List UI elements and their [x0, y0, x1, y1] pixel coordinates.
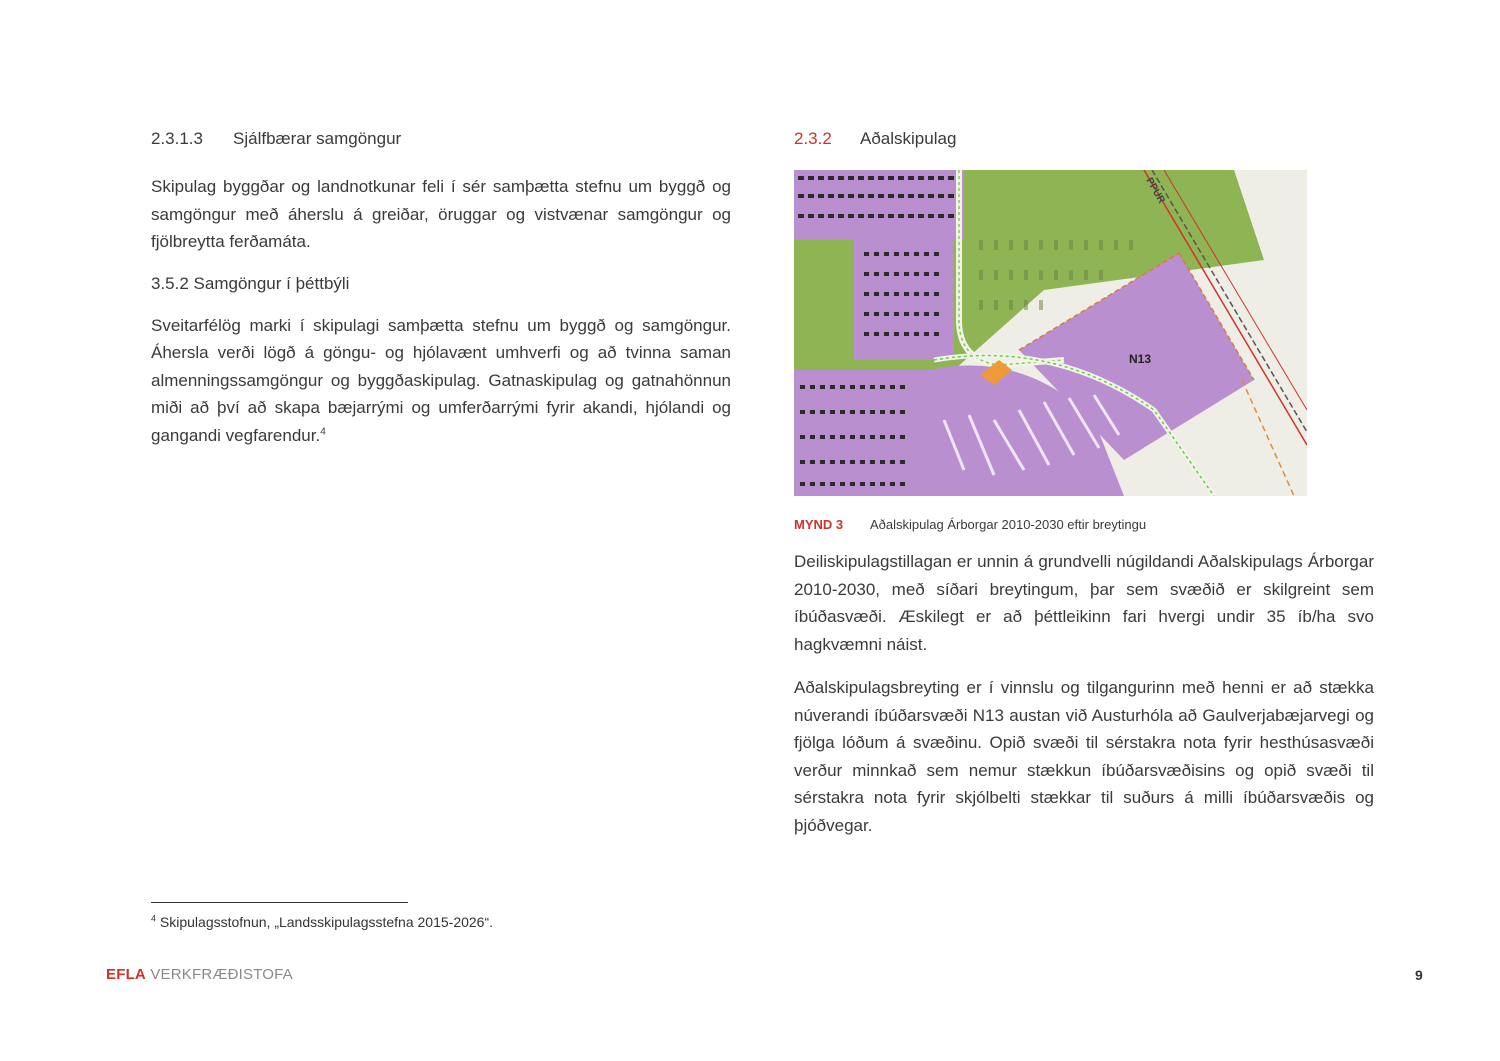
section-heading	[794, 127, 1374, 151]
caption-text: Aðalskipulag Árborgar 2010-2030 eftir breytingu	[870, 517, 1147, 532]
map-zone-label: N13	[1129, 352, 1152, 366]
map-road-label: PPUR	[1143, 176, 1167, 206]
zoning-map-image	[794, 170, 1307, 496]
section-number: 2.3.1.3	[151, 129, 203, 148]
paragraph: Skipulag byggðar og landnotkunar feli í sér samþætta stefnu um byggð og samgöngur með áherslu á greiðar, öruggar og vistvænar samgöngur og fjölbreytta ferðamáta.	[151, 177, 731, 251]
footnote-divider	[151, 902, 408, 903]
left-column	[151, 127, 731, 465]
footnote-number: 4	[151, 913, 157, 924]
footnote-ref[interactable]: 4	[320, 425, 326, 437]
brand-suffix: VERKFRÆÐISTOFA	[150, 966, 293, 983]
brand-logo	[106, 966, 293, 983]
caption-label: MYND 3	[794, 517, 844, 532]
footnote-text: Skipulagsstofnun, „Landsskipulagsstefna 2015-2026“.	[159, 914, 494, 930]
footnote	[151, 914, 493, 930]
paragraph: Aðalskipulagsbreyting er í vinnslu og tilgangurinn með henni er að stækka núverandi íbúðarsvæði N13 austan við Austurhóla að Gaulverjabæjarvegi og fjölga lóðum á svæðinu. Opið svæði til sérstakra nota fyrir hesthúsasvæði verður minnkað sem nemur stækkun íbúðarsvæðisins og opið svæði til sérstakra nota fyrir skjólbelti stækkar til suðurs á milli íbúðarsvæðis og þjóðvegar.	[794, 678, 1374, 835]
section-number: 2.3.2	[794, 129, 832, 148]
right-column	[794, 127, 1374, 855]
figure-caption	[794, 516, 1374, 534]
section-title: Sjálfbærar samgöngur	[233, 129, 402, 148]
section-title: Aðalskipulag	[860, 129, 957, 148]
brand-name: EFLA	[106, 966, 146, 983]
subheading: 3.5.2 Samgöngur í þéttbýli	[151, 273, 350, 293]
section-heading	[151, 127, 731, 151]
paragraph: Deiliskipulagstillagan er unnin á grundvelli núgildandi Aðalskipulags Árborgar 2010-2030, með síðari breytingum, þar sem svæðið er skilgreint sem íbúðasvæði. Æskilegt er að þéttleikinn fari hvergi undir 35 íb/ha svo hagkvæmni náist.	[794, 552, 1374, 654]
paragraph	[151, 312, 731, 450]
zoning-map	[794, 170, 1307, 496]
paragraph-text: Sveitarfélög marki í skipulagi samþætta stefnu um byggð og samgöngur. Áhersla verði lögð á göngu- og hjólavænt umhverfi og að tvinna saman almenningssamgöngur og byggðaskipulag. Gatnaskipulag og gatnahönnun miði að því að skapa bæjarrými og umferðarrými fyrir akandi, hjólandi og gangandi vegfarendur.	[151, 315, 731, 445]
page-number: 9	[1415, 967, 1423, 983]
